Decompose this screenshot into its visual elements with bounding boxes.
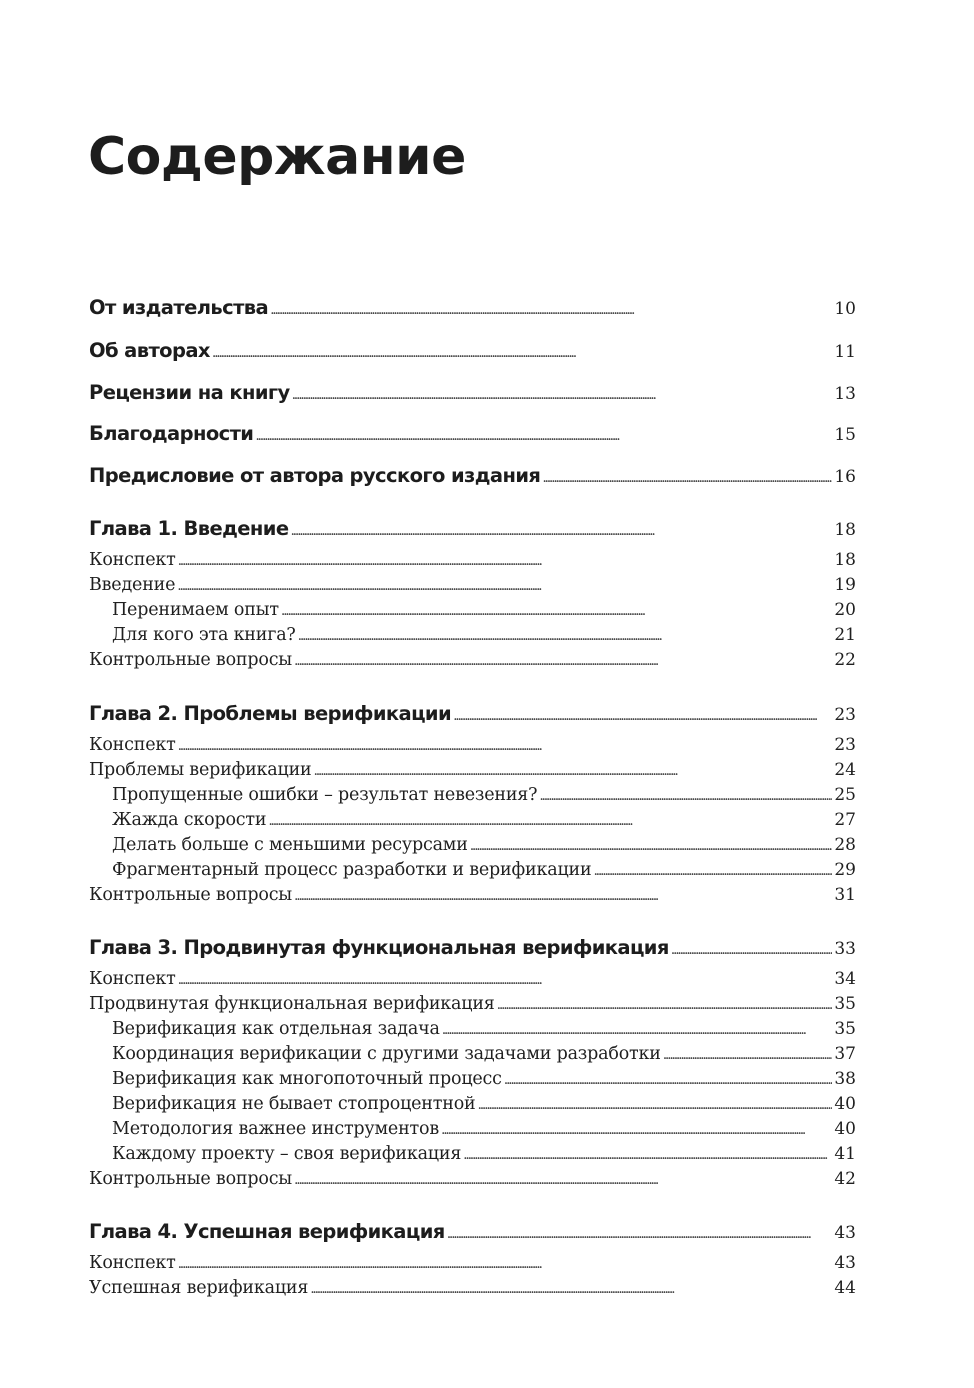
toc-entry-label: Конспект xyxy=(89,735,176,755)
toc-page-number: 22 xyxy=(834,650,856,670)
toc-entry-label: Введение xyxy=(89,575,176,595)
toc-entry-label: От издательства xyxy=(89,296,269,319)
toc-entry-label: Верификация как многопоточный процесс xyxy=(112,1069,502,1089)
toc-page-number: 31 xyxy=(834,885,856,905)
dot-leader xyxy=(453,708,832,724)
toc-entry[interactable] xyxy=(89,575,856,595)
dot-leader xyxy=(270,302,832,318)
toc-page-number: 21 xyxy=(834,625,856,645)
toc-entry-label: Делать больше с меньшими ресурсами xyxy=(112,835,468,855)
toc-page-number: 35 xyxy=(834,1019,856,1039)
toc-page-number: 35 xyxy=(834,994,856,1014)
toc-entry-label: Конспект xyxy=(89,1253,176,1273)
toc-entry-label: Предисловие от автора русского издания xyxy=(89,464,541,487)
toc-page-number: 16 xyxy=(834,467,856,487)
toc-page-number: 41 xyxy=(834,1144,856,1164)
toc-subentry[interactable] xyxy=(112,1119,856,1139)
toc-page-number: 23 xyxy=(834,735,856,755)
toc-page-number: 23 xyxy=(834,705,856,725)
toc-page-number: 18 xyxy=(834,550,856,570)
toc-entry-label: Верификация как отдельная задача xyxy=(112,1019,440,1039)
dot-leader xyxy=(442,1022,833,1038)
toc-entry[interactable] xyxy=(89,994,856,1014)
toc-page-number: 33 xyxy=(834,939,856,959)
toc-entry[interactable] xyxy=(89,1253,856,1273)
toc-subentry[interactable] xyxy=(112,1044,856,1064)
toc-chapter-2-heading[interactable] xyxy=(89,702,856,725)
toc-page-number: 40 xyxy=(834,1094,856,1114)
toc-page-number: 11 xyxy=(834,342,856,362)
toc-entry-label: Конспект xyxy=(89,550,176,570)
dot-leader xyxy=(478,1097,833,1113)
toc-page-number: 13 xyxy=(834,384,856,404)
dot-leader xyxy=(663,1047,833,1063)
toc-entry-acknowledgements[interactable] xyxy=(89,422,856,445)
toc-entry-label: Контрольные вопросы xyxy=(89,650,293,670)
toc-page-number: 28 xyxy=(834,835,856,855)
toc-subentry[interactable] xyxy=(112,860,856,880)
toc-entry-label: Глава 4. Успешная верификация xyxy=(89,1220,445,1243)
toc-subentry[interactable] xyxy=(112,625,856,645)
toc-page-number: 42 xyxy=(834,1169,856,1189)
toc-entry-label: Проблемы верификации xyxy=(89,760,312,780)
toc-entry[interactable] xyxy=(89,969,856,989)
toc-page-number: 19 xyxy=(834,575,856,595)
toc-page-number: 15 xyxy=(834,425,856,445)
toc-entry-from-publisher[interactable] xyxy=(89,296,856,319)
dot-leader xyxy=(310,1281,832,1297)
toc-entry-label: Фрагментарный процесс разработки и верификации xyxy=(112,860,592,880)
toc-page-number: 40 xyxy=(834,1119,856,1139)
dot-leader xyxy=(178,1256,833,1272)
dot-leader xyxy=(290,523,832,539)
toc-chapter-3-heading[interactable] xyxy=(89,936,856,959)
toc-entry-label: Контрольные вопросы xyxy=(89,1169,293,1189)
toc-subentry[interactable] xyxy=(112,1144,856,1164)
toc-entry-label: Верификация не бывает стопроцентной xyxy=(112,1094,476,1114)
dot-leader xyxy=(281,603,832,619)
dot-leader xyxy=(292,387,833,403)
toc-entry-label: Контрольные вопросы xyxy=(89,885,293,905)
dot-leader xyxy=(542,470,832,486)
toc-page-number: 37 xyxy=(834,1044,856,1064)
toc-subentry[interactable] xyxy=(112,600,856,620)
dot-leader xyxy=(441,1122,832,1138)
page-title: Содержание xyxy=(88,127,466,187)
toc-entry[interactable] xyxy=(89,650,856,670)
dot-leader xyxy=(504,1072,833,1088)
toc-entry-label: Глава 1. Введение xyxy=(89,517,289,540)
toc-entry-label: Пропущенные ошибки – результат невезения? xyxy=(112,785,538,805)
toc-page-number: 38 xyxy=(834,1069,856,1089)
toc-subentry[interactable] xyxy=(112,1094,856,1114)
dot-leader xyxy=(268,813,832,829)
toc-entry-label: Конспект xyxy=(89,969,176,989)
toc-entry-preface[interactable] xyxy=(89,464,856,487)
toc-subentry[interactable] xyxy=(112,1069,856,1089)
toc-entry-label: Методология важнее инструментов xyxy=(112,1119,440,1139)
toc-entry-label: Глава 3. Продвинутая функциональная верификация xyxy=(89,936,669,959)
toc-entry-label: Жажда скорости xyxy=(112,810,267,830)
toc-entry[interactable] xyxy=(89,885,856,905)
dot-leader xyxy=(470,838,833,854)
toc-entry-label: Успешная верификация xyxy=(89,1278,309,1298)
dot-leader xyxy=(447,1226,833,1242)
dot-leader xyxy=(212,345,832,361)
toc-page-number: 25 xyxy=(834,785,856,805)
toc-chapter-1-heading[interactable] xyxy=(89,517,856,540)
toc-subentry[interactable] xyxy=(112,785,856,805)
toc-page-number: 20 xyxy=(834,600,856,620)
dot-leader xyxy=(298,628,833,644)
toc-entry-label: Глава 2. Проблемы верификации xyxy=(89,702,452,725)
toc-entry-label: Об авторах xyxy=(89,339,210,362)
toc-subentry[interactable] xyxy=(112,810,856,830)
toc-subentry[interactable] xyxy=(112,1019,856,1039)
toc-page-number: 24 xyxy=(834,760,856,780)
toc-entry[interactable] xyxy=(89,735,856,755)
dot-leader xyxy=(294,888,832,904)
toc-entry-label: Для кого эта книга? xyxy=(112,625,296,645)
dot-leader xyxy=(539,788,832,804)
toc-entry-about-authors[interactable] xyxy=(89,339,856,362)
toc-entry[interactable] xyxy=(89,1278,856,1298)
toc-entry-label: Каждому проекту – своя верификация xyxy=(112,1144,462,1164)
dot-leader xyxy=(463,1147,832,1163)
dot-leader xyxy=(178,972,833,988)
dot-leader xyxy=(314,763,833,779)
toc-subentry[interactable] xyxy=(112,835,856,855)
toc-entry-label: Координация верификации с другими задачами разработки xyxy=(112,1044,661,1064)
toc-entry[interactable] xyxy=(89,760,856,780)
dot-leader xyxy=(177,578,832,594)
toc-page-number: 34 xyxy=(834,969,856,989)
toc-page-number: 29 xyxy=(834,860,856,880)
toc-page-number: 27 xyxy=(834,810,856,830)
toc-entry[interactable] xyxy=(89,1169,856,1189)
dot-leader xyxy=(593,863,832,879)
toc-page-number: 44 xyxy=(834,1278,856,1298)
toc-page-number: 43 xyxy=(834,1223,856,1243)
dot-leader xyxy=(255,428,832,444)
dot-leader xyxy=(294,1172,832,1188)
toc-entry-reviews[interactable] xyxy=(89,381,856,404)
toc-entry-label: Продвинутая функциональная верификация xyxy=(89,994,495,1014)
toc-entry-label: Рецензии на книгу xyxy=(89,381,290,404)
toc-entry-label: Перенимаем опыт xyxy=(112,600,279,620)
dot-leader xyxy=(294,653,832,669)
toc-entry-label: Благодарности xyxy=(89,422,254,445)
toc-chapter-4-heading[interactable] xyxy=(89,1220,856,1243)
toc-entry[interactable] xyxy=(89,550,856,570)
toc-page-number: 18 xyxy=(834,520,856,540)
toc-page-number: 10 xyxy=(834,299,856,319)
dot-leader xyxy=(497,997,833,1013)
dot-leader xyxy=(671,942,833,958)
toc-page-number: 43 xyxy=(834,1253,856,1273)
dot-leader xyxy=(178,738,833,754)
dot-leader xyxy=(178,553,833,569)
